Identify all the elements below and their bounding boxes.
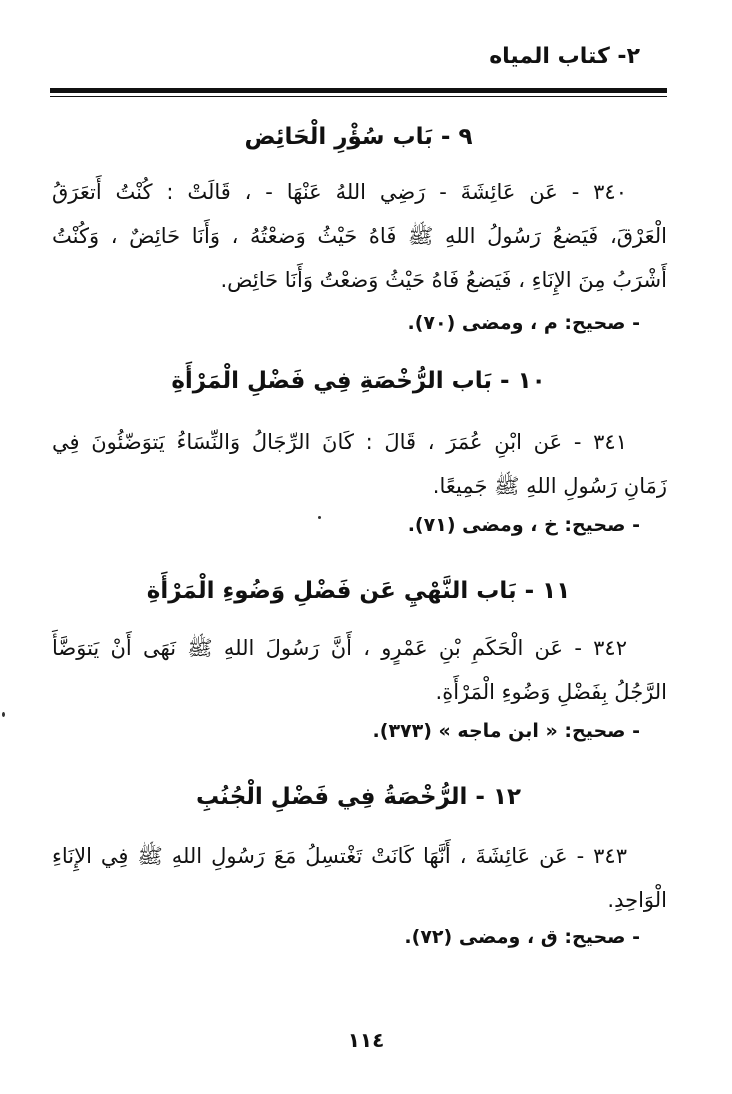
hadith-line: ٣٤١ - عَن ابْنِ عُمَرَ ، قَالَ : كَانَ الرِّجَالُ وَالنِّسَاءُ يَتوَضّئُونَ فِي	[52, 430, 627, 454]
hadith-line: زَمَانِ رَسُولِ اللهِ ﷺ جَمِيعًا.	[432, 474, 667, 498]
hadith-line: أَشْرَبُ مِنَ الإِنَاءِ ، فَيَضعُ فَاهُ حَيْثُ وَضعْتُ وَأَنَا حَائِض.	[220, 268, 667, 292]
grade-note-340: - صحيح: م ، ومضى (٧٠).	[407, 312, 640, 334]
grade-note-343: - صحيح: ق ، ومضى (٧٢).	[404, 926, 640, 948]
scan-speck	[2, 712, 5, 717]
scan-speck	[318, 516, 321, 519]
hadith-341	[52, 420, 667, 508]
hadith-line: الْعَرْقَ، فَيَضعُ رَسُولُ اللهِ ﷺ فَاهُ حَيْثُ وَضعْتُهُ ، وَأَنَا حَائِضٌ ، وَكُنْتُ	[52, 224, 667, 248]
chapter-title-12: ١٢ - الرُّخْصَةُ فِي فَضْلِ الْجُنُبِ	[195, 784, 522, 810]
hadith-340	[52, 170, 667, 302]
hadith-line: الْوَاحِدِ.	[607, 888, 667, 912]
header-rule-thick	[50, 88, 667, 93]
chapter-title-10: ١٠ - بَاب الرُّخْصَةِ فِي فَضْلِ الْمَرْأَةِ	[171, 368, 546, 394]
running-header: ٢- كتاب المياه	[489, 44, 640, 69]
grade-note-341: - صحيح: خ ، ومضى (٧١).	[407, 514, 640, 536]
hadith-line: ٣٤٣ - عَن عَائِشَةَ ، أَنَّهَا كَانَتْ تَغْتسِلُ مَعَ رَسُولِ اللهِ ﷺ فِي الإِنَاءِ	[52, 844, 627, 868]
chapter-title-9: ٩ - بَاب سُؤْرِ الْحَائِض	[244, 124, 473, 150]
hadith-line: ٣٤٠ - عَن عَائِشَةَ - رَضِي اللهُ عَنْهَا - ، قَالَتْ : كُنْتُ أَتعَرَقُ	[52, 180, 627, 204]
hadith-342	[52, 626, 667, 714]
grade-note-342: - صحيح: « ابن ماجه » (٣٧٣).	[372, 720, 640, 742]
chapter-title-11: ١١ - بَاب النَّهْيِ عَن فَضْلِ وَضُوءِ الْمَرْأَةِ	[146, 578, 571, 604]
hadith-343	[52, 834, 667, 922]
hadith-line: ٣٤٢ - عَن الْحَكَمِ بْنِ عَمْرٍو ، أَنَّ رَسُولَ اللهِ ﷺ نَهَى أَنْ يَتوَضَّأَ	[52, 636, 627, 660]
header-rule-thin	[50, 96, 667, 97]
hadith-line: الرَّجُلُ بِفَضْلِ وَضُوءِ الْمَرْأَةِ.	[435, 680, 667, 704]
page-number: ١١٤	[347, 1028, 385, 1052]
